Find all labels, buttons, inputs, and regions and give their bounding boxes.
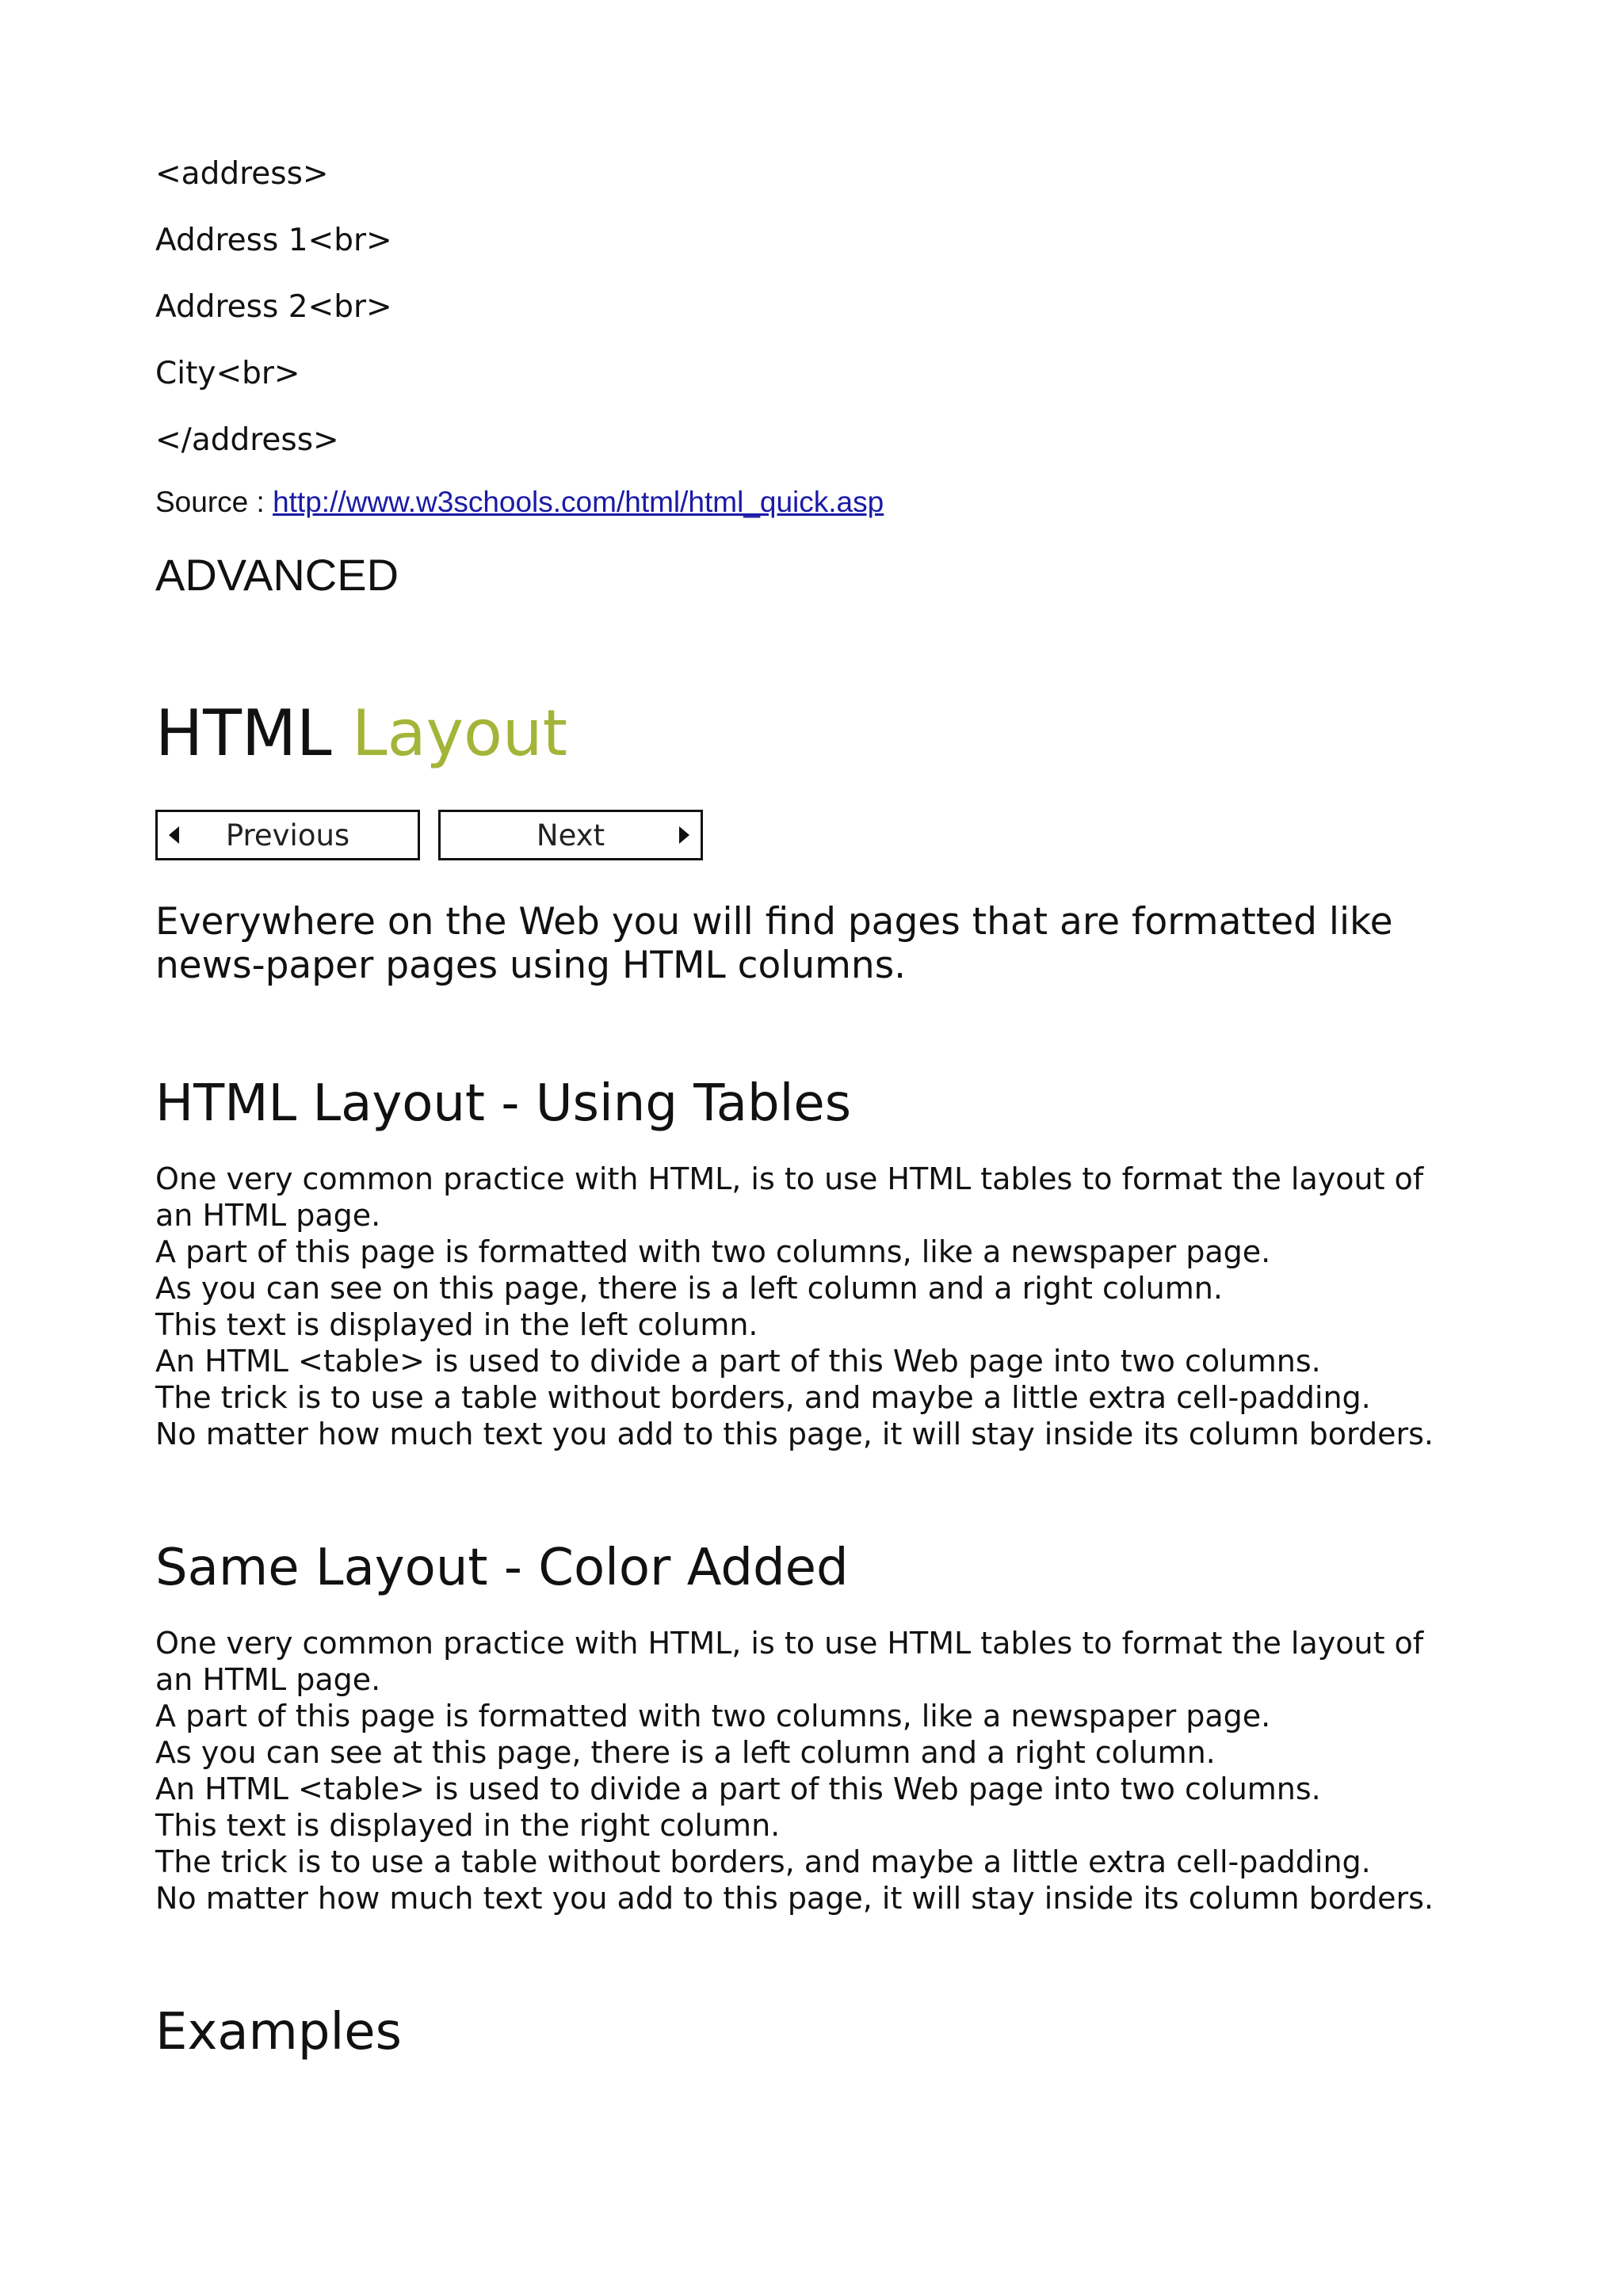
paragraph-line: An HTML <table> is used to divide a part of this Web page into two columns.	[155, 1344, 1321, 1379]
title-part-html: HTML	[155, 696, 353, 770]
arrow-left-icon	[169, 826, 179, 844]
section-heading-examples: Examples	[155, 2003, 402, 2061]
paragraph-line: an HTML page.	[155, 1198, 381, 1233]
code-line-address-open: <address>	[155, 156, 329, 192]
code-line-address-2: Address 2<br>	[155, 289, 392, 325]
page-title	[155, 696, 567, 772]
section-heading-color-added: Same Layout - Color Added	[155, 1539, 849, 1597]
previous-button[interactable]	[155, 810, 420, 860]
section-paragraph-using-tables	[155, 1161, 1503, 1452]
section-heading-using-tables: HTML Layout - Using Tables	[155, 1074, 852, 1133]
paragraph-line: A part of this page is formatted with two columns, like a newspaper page.	[155, 1234, 1271, 1269]
paragraph-line: The trick is to use a table without borders, and maybe a little extra cell-padding.	[155, 1844, 1371, 1879]
advanced-heading: ADVANCED	[155, 550, 399, 600]
paragraph-line: A part of this page is formatted with two columns, like a newspaper page.	[155, 1699, 1271, 1733]
paragraph-line: This text is displayed in the left column.	[155, 1307, 758, 1342]
code-line-address-close: </address>	[155, 422, 339, 458]
paragraph-line: an HTML page.	[155, 1662, 381, 1697]
paragraph-line: One very common practice with HTML, is to use HTML tables to format the layout of	[155, 1161, 1424, 1196]
paragraph-line: One very common practice with HTML, is to use HTML tables to format the layout of	[155, 1626, 1424, 1661]
next-button-label: Next	[536, 818, 605, 852]
paragraph-line: The trick is to use a table without borders, and maybe a little extra cell-padding.	[155, 1380, 1371, 1415]
source-label: Source :	[155, 486, 273, 518]
paragraph-line: This text is displayed in the right column.	[155, 1808, 781, 1843]
title-part-layout: Layout	[352, 696, 567, 770]
paragraph-line: As you can see on this page, there is a left column and a right column.	[155, 1271, 1223, 1306]
paragraph-line: No matter how much text you add to this page, it will stay inside its column borders.	[155, 1881, 1434, 1916]
next-button[interactable]	[438, 810, 703, 860]
code-line-city: City<br>	[155, 356, 300, 391]
code-line-address-1: Address 1<br>	[155, 223, 392, 258]
section-paragraph-color-added	[155, 1625, 1503, 1917]
source-line	[155, 485, 884, 520]
paragraph-line: An HTML <table> is used to divide a part of this Web page into two columns.	[155, 1772, 1321, 1806]
source-link[interactable]: http://www.w3schools.com/html/html_quick.asp	[273, 486, 884, 518]
arrow-right-icon	[679, 826, 689, 844]
paragraph-line: No matter how much text you add to this page, it will stay inside its column borders.	[155, 1417, 1434, 1451]
intro-paragraph: Everywhere on the Web you will find pages that are formatted like news-paper pages using HTML columns.	[155, 900, 1393, 987]
paragraph-line: As you can see at this page, there is a left column and a right column.	[155, 1735, 1216, 1770]
previous-button-label: Previous	[225, 818, 350, 852]
